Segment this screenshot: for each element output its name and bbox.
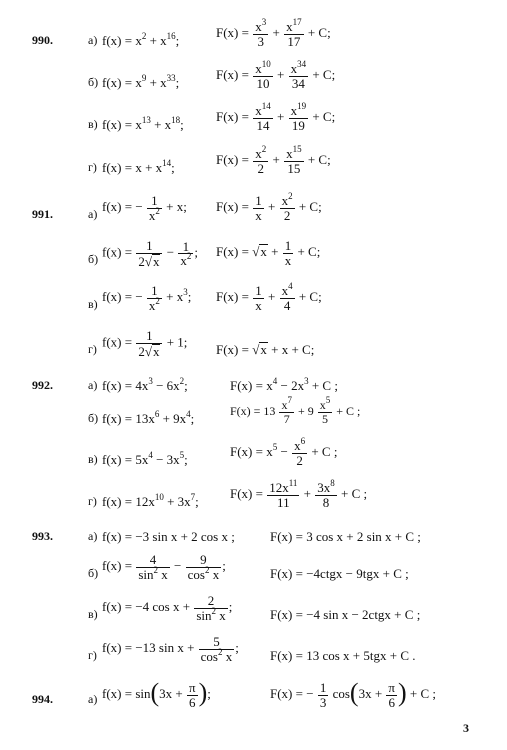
antiderivative-F: F(x) = 3 cos x + 2 sin x + C ;	[270, 529, 421, 544]
antiderivative-F: F(x) = −4 sin x − 2ctgx + C ;	[270, 607, 421, 622]
item-label: в)	[88, 297, 98, 311]
antiderivative-F: F(x) = 13 $\frac{x^7}{7}$ + 9 $\frac{x^5}{5}$ + C ;	[230, 395, 361, 426]
function-f: f(x) = −13 sin x + $\frac{5}{\cos^2 x}$ ;	[102, 634, 239, 664]
antiderivative-F: F(x) = −4ctgx − 9tgx + C ;	[270, 566, 409, 581]
problem-number-993: 993.	[32, 529, 53, 543]
item-label: а)	[88, 529, 98, 543]
function-f: $f(x) = x^2 + x^{16}$;	[102, 31, 180, 48]
problem-number-991: 991.	[32, 207, 53, 221]
antiderivative-F: F(x) = √x + $\frac{1}{x}$ + C;	[216, 238, 321, 268]
function-f: f(x) = −4 cos x + $\frac{2}{\sin^2 x}$ ;	[102, 593, 233, 623]
problem-number-992: 992.	[32, 378, 53, 392]
antiderivative-F: F(x) = $\frac{x^2}{2}$ + $\frac{x^{15}}{15}$ + C;	[216, 144, 331, 176]
antiderivative-F: F(x) = $\frac{x^3}{3}$ + $\frac{x^{17}}{17}$ + C;	[216, 17, 331, 49]
antiderivative-F: F(x) = $\frac{12x^{11}}{11}$ + $\frac{3x^8}{8}$ + C ;	[230, 478, 368, 510]
function-f: $f(x) = 12x^{10} + 3x^7$;	[102, 492, 199, 509]
function-f: $f(x) = 5x^4 - 3x^5$;	[102, 450, 188, 467]
item-label: а)	[88, 33, 98, 47]
problem-number-994: 994.	[32, 692, 53, 706]
item-label: а)	[88, 207, 98, 221]
function-f: $f(x) = x^9 + x^{33}$;	[102, 73, 180, 90]
function-f: f(x) = sin(3x + $\frac{\pi}{6}$ );	[102, 678, 211, 710]
item-label: б)	[88, 566, 99, 580]
item-label: г)	[88, 494, 97, 508]
antiderivative-F: F(x) = √x + x + C;	[216, 342, 315, 357]
function-f: f(x) = − $\frac{1}{x^2}$ + $x^3$;	[102, 283, 192, 313]
item-label: в)	[88, 117, 98, 131]
antiderivative-F: F(x) = 13 cos x + 5tgx + C .	[270, 648, 416, 663]
function-f: f(x) = −3 sin x + 2 cos x ;	[102, 529, 235, 544]
antiderivative-F: $F(x) = x^4 - 2x^3 + C$ ;	[230, 376, 338, 393]
antiderivative-F: $F(x) = x^5$ − $\frac{x^6}{2}$ + C ;	[230, 436, 338, 468]
antiderivative-F: F(x) = − $\frac{1}{3}$ cos(3x + $\frac{\pi}{6}$ ) + C ;	[270, 678, 437, 710]
function-f: f(x) = − $\frac{1}{x^2}$ + x;	[102, 193, 187, 223]
item-label: б)	[88, 411, 99, 425]
item-label: в)	[88, 452, 98, 466]
function-f: $f(x) = x^{13} + x^{18}$;	[102, 115, 184, 132]
item-label: г)	[88, 160, 97, 174]
function-f: $f(x) = x + x^{14}$;	[102, 158, 175, 175]
function-f: f(x) = $\frac{1}{2√x}$ − $\frac{1}{x^2}$ ;	[102, 238, 198, 269]
antiderivative-F: F(x) = $\frac{x^{10}}{10}$ + $\frac{x^{34}}{34}$ + C;	[216, 59, 336, 91]
function-f: f(x) = $\frac{4}{\sin^2 x}$ − $\frac{9}{\cos^2 x}$ ;	[102, 552, 226, 582]
function-f: $f(x) = 4x^3 - 6x^2$;	[102, 376, 188, 393]
antiderivative-F: F(x) = $\frac{1}{x}$ + $\frac{x^2}{2}$ + C;	[216, 191, 322, 223]
item-label: г)	[88, 342, 97, 356]
page-number: 3	[463, 721, 469, 735]
item-label: г)	[88, 648, 97, 662]
antiderivative-F: F(x) = $\frac{x^{14}}{14}$ + $\frac{x^{19}}{19}$ + C;	[216, 101, 336, 133]
problem-number-990: 990.	[32, 33, 53, 47]
item-label: б)	[88, 75, 99, 89]
item-label: в)	[88, 607, 98, 621]
antiderivative-F: F(x) = $\frac{1}{x}$ + $\frac{x^4}{4}$ + C;	[216, 281, 322, 313]
function-f: $f(x) = 13x^6 + 9x^4$;	[102, 409, 195, 426]
item-label: а)	[88, 378, 98, 392]
item-label: а)	[88, 692, 98, 706]
function-f: f(x) = $\frac{1}{2√x}$ + 1;	[102, 328, 188, 359]
item-label: б)	[88, 252, 99, 266]
